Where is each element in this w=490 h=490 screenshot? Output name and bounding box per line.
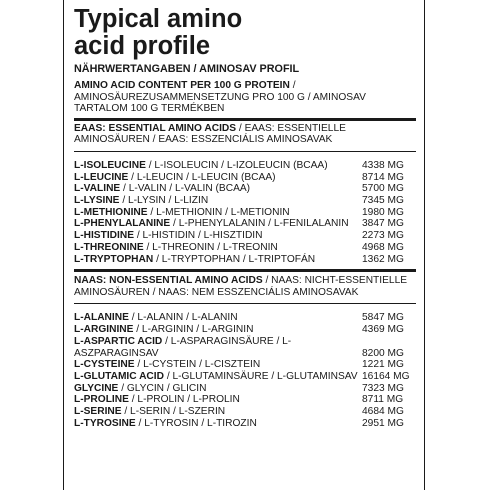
amino-name: L-GLUTAMIC ACID <box>74 371 164 382</box>
intro-bold: AMINO ACID CONTENT PER 100 G PROTEIN <box>74 80 290 91</box>
intro-text <box>74 80 416 115</box>
amino-value: 1221 MG <box>362 359 404 371</box>
amino-value: 8711 MG <box>362 394 404 406</box>
amino-value: 4968 MG <box>362 241 404 253</box>
amino-value: 7323 MG <box>362 382 404 394</box>
amino-name: L-CYSTEINE <box>74 359 135 371</box>
nutrition-panel <box>63 0 425 490</box>
amino-translations: / L-LEUCIN / L-LEUCIN (BCAA) <box>128 171 276 183</box>
title-line-2: acid profile <box>74 32 211 60</box>
eaas-list <box>74 160 416 265</box>
eaas-header <box>74 123 416 146</box>
amino-value: 16164 MG <box>362 371 410 382</box>
amino-name: L-VALINE <box>74 183 121 195</box>
amino-name: L-TRYPTOPHAN <box>74 253 154 265</box>
amino-value: 1980 MG <box>362 206 404 218</box>
amino-name: GLYCINE <box>74 382 119 394</box>
amino-translations: / L-VALIN / L-VALIN (BCAA) <box>120 183 251 195</box>
table-row <box>74 195 416 207</box>
amino-translations: / L-SERIN / L-SZERIN <box>121 406 226 418</box>
table-row <box>74 406 416 418</box>
table-row <box>74 312 416 324</box>
amino-name: L-PROLINE <box>74 394 129 406</box>
eaas-header-rest: / EAAS: ESSENTIELLE AMINOSÄUREN / EAAS: ESSZENCIÁLIS AMINOSAVAK <box>74 122 346 146</box>
amino-name: L-PHENYLALANINE <box>74 218 171 230</box>
table-row <box>74 207 416 219</box>
amino-translations: / L-TYROSIN / L-TIROZIN <box>135 417 257 429</box>
intro-rest: / AMINOSÄUREZUSAMMENSETZUNG PRO 100 G / AMINOSAV TARTALOM 100 G TERMÉKBEN <box>74 80 366 115</box>
amino-name: L-ARGININE <box>74 324 134 336</box>
amino-value: 2273 MG <box>362 230 404 242</box>
amino-translations: / L-THREONIN / L-TREONIN <box>143 241 278 253</box>
table-row <box>74 242 416 254</box>
naas-header-bold: NAAS: NON-ESSENTIAL AMINO ACIDS <box>74 275 263 287</box>
title-line-1: Typical amino <box>74 5 243 33</box>
naas-list <box>74 312 416 429</box>
amino-name: L-SERINE <box>74 406 122 418</box>
amino-value: 2951 MG <box>362 417 404 429</box>
divider-thick <box>74 269 416 272</box>
subtitle: NÄHRWERTANGABEN / AMINOSAV PROFIL <box>74 63 300 75</box>
table-row <box>74 418 416 430</box>
amino-translations: / L-TRYPTOPHAN / L-TRIPTOFÁN <box>153 253 316 265</box>
page-title <box>74 6 416 60</box>
naas-header-rest: / NAAS: NICHT-ESSENTIELLE AMINOSÄUREN / NAAS: NEM ESSZENCIÁLIS AMINOSAVAK <box>74 275 408 298</box>
amino-value: 4684 MG <box>362 406 404 418</box>
table-row <box>74 383 416 395</box>
amino-translations: / L-METHIONIN / L-METIONIN <box>147 206 290 218</box>
amino-translations: / L-ASPARAGINSÄURE / L-ASZPARAGINSAV <box>74 335 292 359</box>
amino-translations: / L-LYSIN / L-LIZIN <box>119 195 209 207</box>
divider-thick <box>74 118 416 121</box>
amino-name: L-HISTIDINE <box>74 230 134 242</box>
table-row <box>74 359 416 371</box>
table-row <box>74 336 416 359</box>
table-row <box>74 324 416 336</box>
amino-translations: / L-GLUTAMINSÄURE / L-GLUTAMINSAV <box>163 371 358 382</box>
amino-name: L-ISOLEUCINE <box>74 159 146 171</box>
amino-name: L-METHIONINE <box>74 206 148 218</box>
amino-name: L-LEUCINE <box>74 171 129 183</box>
amino-name: L-TYROSINE <box>74 417 136 429</box>
amino-translations: / L-HISTIDIN / L-HISZTIDIN <box>134 230 263 242</box>
table-row <box>74 254 416 266</box>
naas-header <box>74 275 416 298</box>
amino-value: 5847 MG <box>362 312 404 324</box>
table-row <box>74 160 416 172</box>
amino-translations: / L-PROLIN / L-PROLIN <box>128 394 240 406</box>
amino-translations: / L-ALANIN / L-ALANIN <box>128 312 238 324</box>
amino-value: 4338 MG <box>362 159 404 171</box>
divider-thin <box>74 303 416 304</box>
amino-translations: / L-ARGININ / L-ARGININ <box>133 324 254 336</box>
amino-translations: / L-ISOLEUCIN / L-IZOLEUCIN (BCAA) <box>145 159 328 171</box>
divider-thin <box>74 151 416 152</box>
amino-translations: / L-CYSTEIN / L-CISZTEIN <box>134 359 261 371</box>
amino-name: L-LYSINE <box>74 195 120 207</box>
amino-value: 8714 MG <box>362 171 404 183</box>
table-row <box>74 183 416 195</box>
amino-value: 7345 MG <box>362 195 404 207</box>
amino-value: 8200 MG <box>362 347 404 359</box>
amino-value: 5700 MG <box>362 183 404 195</box>
amino-translations: / L-PHENYLALANIN / L-FENILALANIN <box>170 218 349 230</box>
amino-translations: / GLYCIN / GLICIN <box>118 382 207 394</box>
table-row <box>74 230 416 242</box>
amino-value: 3847 MG <box>362 218 404 230</box>
table-row <box>74 218 416 230</box>
amino-name: L-ALANINE <box>74 312 129 324</box>
amino-name: L-THREONINE <box>74 241 144 253</box>
table-row <box>74 394 416 406</box>
table-row <box>74 172 416 184</box>
eaas-header-bold: EAAS: ESSENTIAL AMINO ACIDS <box>74 122 237 134</box>
amino-value: 4369 MG <box>362 324 404 336</box>
amino-value: 1362 MG <box>362 253 404 265</box>
table-row <box>74 371 416 383</box>
amino-name: L-ASPARTIC ACID <box>74 335 163 347</box>
